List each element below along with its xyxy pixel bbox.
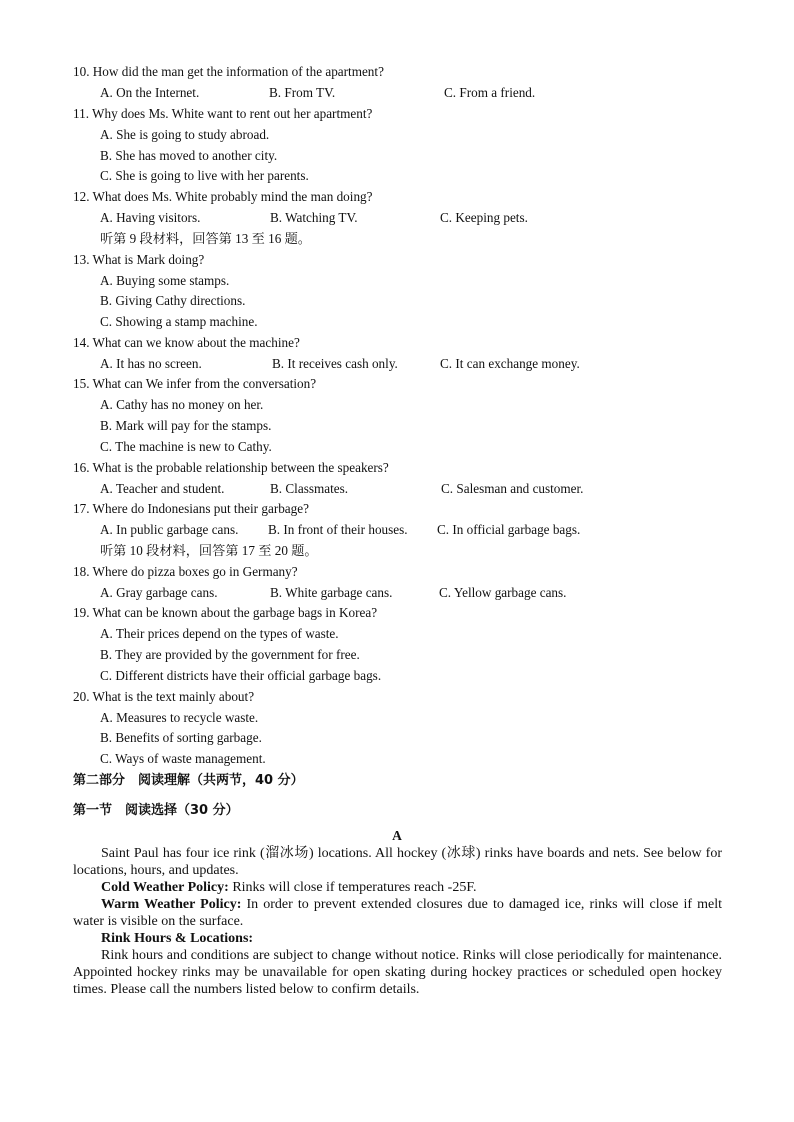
passage-label: A [392,828,402,843]
question-17-stem: 17. Where do Indonesians put their garbage? [73,501,309,516]
question-14-option-c: C. It can exchange money. [440,356,580,371]
question-10-option-c: C. From a friend. [444,85,536,100]
question-17-option-b: B. In front of their houses. [268,522,408,537]
question-19-option-c: C. Different districts have their official garbage bags. [100,668,382,683]
question-10-option-b: B. From TV. [269,85,336,100]
question-16-option-b: B. Classmates. [270,481,349,496]
question-20-option-c: C. Ways of waste management. [100,751,266,766]
part-two-heading: 第二部分 阅读理解（共两节，40 分） [73,773,304,788]
question-16-stem: 16. What is the probable relationship between the speakers? [73,460,389,475]
question-14-option-b: B. It receives cash only. [272,356,398,371]
question-14-option-a: A. It has no screen. [100,356,202,371]
question-13-stem: 13. What is Mark doing? [73,252,205,267]
question-15-option-c: C. The machine is new to Cathy. [100,439,272,454]
question-11-option-a: A. She is going to study abroad. [100,127,270,142]
warm-weather-label: Warm Weather Policy: [101,897,242,912]
question-17-option-a: A. In public garbage cans. [100,522,239,537]
question-14-stem: 14. What can we know about the machine? [73,335,300,350]
question-16-option-a: A. Teacher and student. [100,481,225,496]
cold-weather-label: Cold Weather Policy: [101,880,229,895]
question-12-stem: 12. What does Ms. White probably mind the man doing? [73,189,373,204]
question-12-option-a: A. Having visitors. [100,210,201,225]
instruction-section-10: 听第 10 段材料，回答第 17 至 20 题。 [100,543,318,558]
question-19-option-b: B. They are provided by the government for free. [100,647,360,662]
rink-hours-label: Rink Hours & Locations: [101,931,254,946]
question-12-option-b: B. Watching TV. [270,210,358,225]
question-20-option-a: A. Measures to recycle waste. [100,710,259,725]
question-15-option-b: B. Mark will pay for the stamps. [100,418,272,433]
warm-weather-policy [73,896,722,930]
warm-weather-text: In order to prevent extended closures due to damaged ice, rinks will close if melt water is visible on the surface. [73,897,722,929]
instruction-section-9: 听第 9 段材料，回答第 13 至 16 题。 [100,231,311,246]
question-11-option-c: C. She is going to live with her parents. [100,168,309,183]
question-19-stem: 19. What can be known about the garbage bags in Korea? [73,605,378,620]
question-18-option-c: C. Yellow garbage cans. [439,585,567,600]
question-16-option-c: C. Salesman and customer. [441,481,584,496]
question-13-option-c: C. Showing a stamp machine. [100,314,258,329]
cold-weather-policy [73,879,722,896]
question-17-option-c: C. In official garbage bags. [437,522,581,537]
question-10-stem: 10. How did the man get the information of the apartment? [73,64,384,79]
question-20-stem: 20. What is the text mainly about? [73,689,255,704]
passage-a [73,845,722,998]
question-11-stem: 11. Why does Ms. White want to rent out her apartment? [73,106,373,121]
question-12-option-c: C. Keeping pets. [440,210,528,225]
question-18-option-b: B. White garbage cans. [270,585,393,600]
question-13-option-a: A. Buying some stamps. [100,273,230,288]
question-15-option-a: A. Cathy has no money on her. [100,397,264,412]
question-20-option-b: B. Benefits of sorting garbage. [100,730,262,745]
question-19-option-a: A. Their prices depend on the types of waste. [100,626,339,641]
section-one-heading: 第一节 阅读选择（30 分） [73,803,239,818]
question-11-option-b: B. She has moved to another city. [100,148,278,163]
rink-hours-heading [73,930,722,947]
question-18-stem: 18. Where do pizza boxes go in Germany? [73,564,298,579]
question-15-stem: 15. What can We infer from the conversation? [73,376,317,391]
rink-hours-note: Rink hours and conditions are subject to change without notice. Rinks will close periodically for maintenance. Appointed hockey rinks may be unavailable for open skating during hockey practices or scheduled open hockey times. Please call the numbers listed below to confirm details. [73,948,722,997]
passage-intro: Saint Paul has four ice rink (溜冰场) locations. All hockey (冰球) rinks have boards and nets. See below for locations, hours, and updates. [73,846,722,878]
cold-weather-text: Rinks will close if temperatures reach -25F. [228,880,477,895]
question-18-option-a: A. Gray garbage cans. [100,585,218,600]
question-10-option-a: A. On the Internet. [100,85,200,100]
question-13-option-b: B. Giving Cathy directions. [100,293,246,308]
